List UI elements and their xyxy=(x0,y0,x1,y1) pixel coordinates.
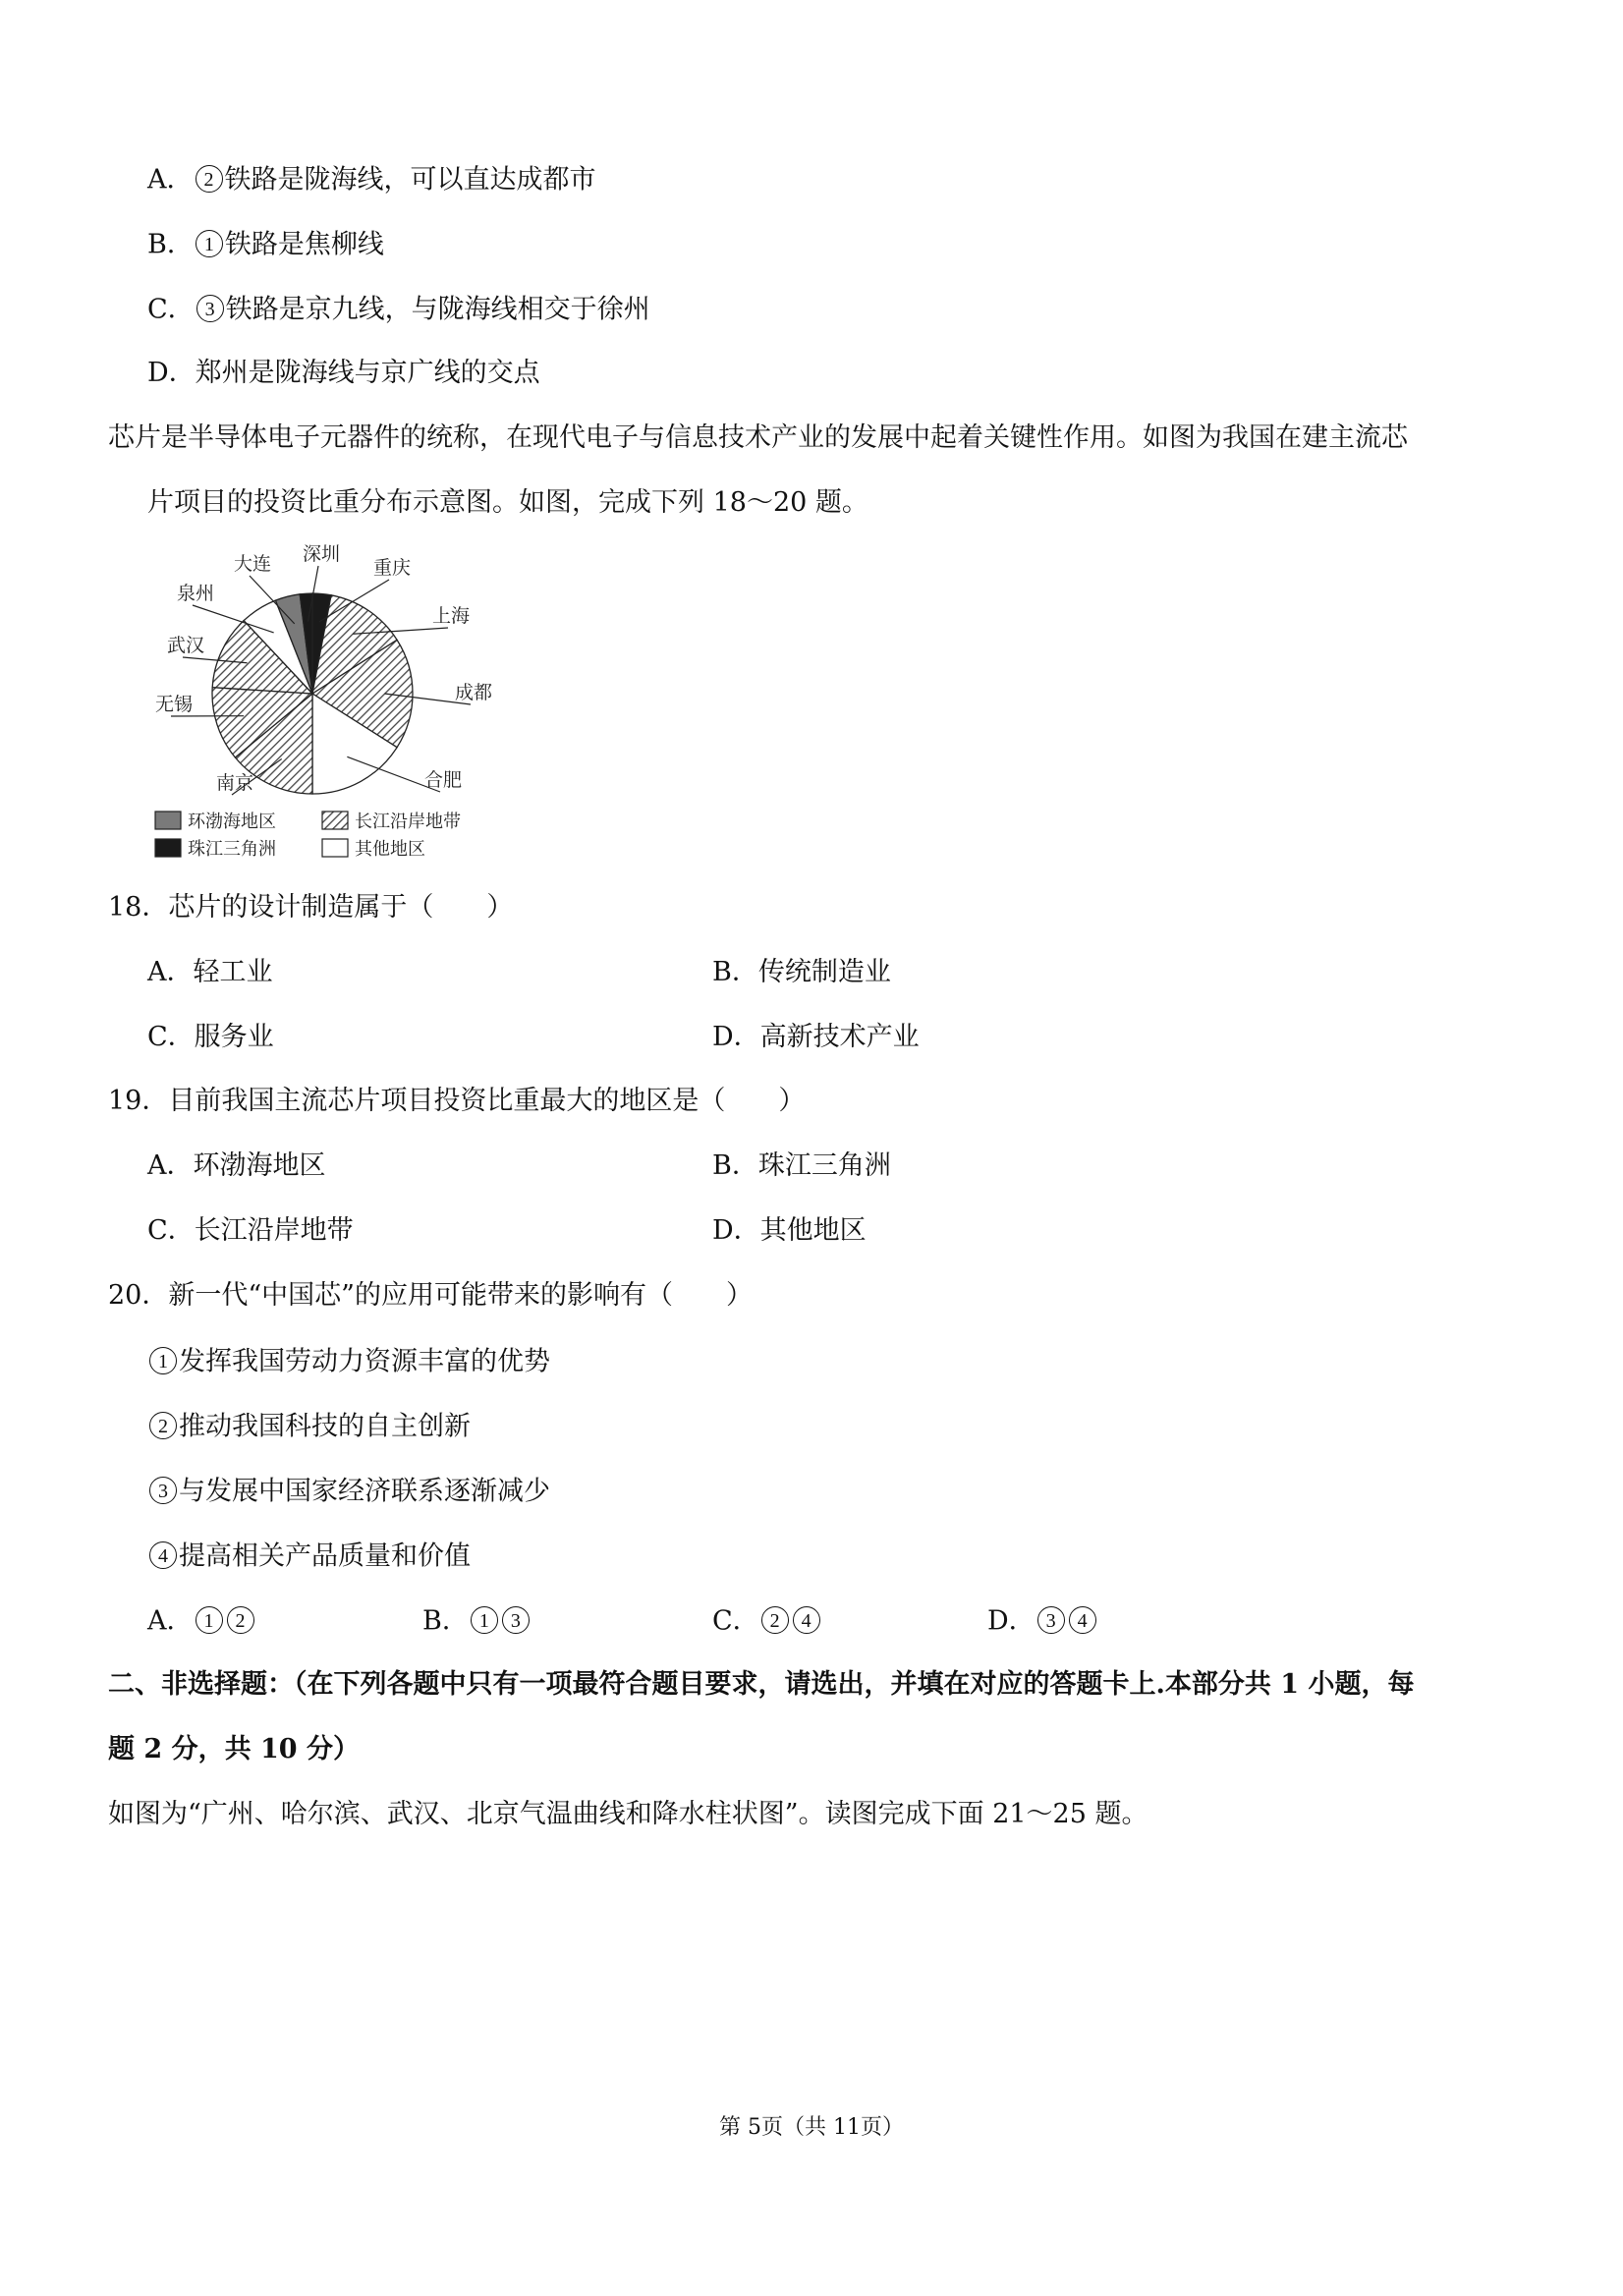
circled-number: 2 xyxy=(196,165,223,193)
option-letter: C． xyxy=(147,294,195,325)
q20-option-a xyxy=(147,1606,256,1638)
q20-option-b xyxy=(422,1606,532,1638)
legend-swatch xyxy=(322,839,348,857)
circled-number: 2 xyxy=(149,1412,177,1439)
q18-option-c: C．服务业 xyxy=(147,1022,274,1052)
option-letter: A． xyxy=(147,1605,194,1637)
slice-label: 合肥 xyxy=(424,769,463,791)
q20-option-c xyxy=(712,1606,822,1638)
q17-option-c xyxy=(147,295,650,326)
circled-number: 2 xyxy=(227,1606,254,1634)
slice-label: 重庆 xyxy=(373,557,412,579)
chip-intro-line-1: 芯片是半导体电子元器件的统称，在现代电子与信息技术产业的发展中起着关键性作用。如图为我国在建主流芯 xyxy=(108,422,1408,453)
legend-label: 环渤海地区 xyxy=(188,812,276,832)
circled-number: 3 xyxy=(1037,1606,1065,1634)
legend-swatch xyxy=(155,839,181,857)
legend-label: 珠江三角洲 xyxy=(188,839,276,860)
slice-label: 上海 xyxy=(432,605,471,627)
option-letter: A． xyxy=(147,164,194,196)
q19-option-c: C．长江沿岸地带 xyxy=(147,1215,354,1246)
q19-option-d: D．其他地区 xyxy=(712,1215,867,1246)
q19-stem: 19．目前我国主流芯片项目投资比重最大的地区是（ ） xyxy=(108,1086,806,1116)
pie-legend xyxy=(155,812,461,860)
circled-number: 4 xyxy=(793,1606,820,1634)
q17-option-d xyxy=(147,360,540,386)
slice-label: 南京 xyxy=(216,772,254,794)
circled-number: 1 xyxy=(196,230,223,257)
option-text: 铁路是焦柳线 xyxy=(224,229,384,260)
q17-option-a xyxy=(147,165,596,196)
circled-number: 1 xyxy=(471,1606,498,1634)
q18-option-b: B．传统制造业 xyxy=(712,957,891,987)
q20-item-4 xyxy=(147,1541,471,1573)
option-letter: D． xyxy=(147,358,196,388)
slice-label: 大连 xyxy=(234,553,272,575)
q20-stem: 20．新一代“中国芯”的应用可能带来的影响有（ ） xyxy=(108,1280,753,1311)
q18-option-a: A．轻工业 xyxy=(147,957,273,987)
slice-label: 成都 xyxy=(455,682,493,703)
slice-label: 泉州 xyxy=(177,583,215,604)
option-letter: C． xyxy=(712,1605,759,1637)
q19-option-a: A．环渤海地区 xyxy=(147,1150,326,1181)
circled-number: 1 xyxy=(196,1606,223,1634)
section-2-heading-line-2: 题 2 分，共 10 分） xyxy=(108,1734,360,1764)
section-2-heading-line-1: 二、非选择题：（在下列各题中只有一项最符合题目要求，请选出，并填在对应的答题卡上.本部分共 1 小题，每 xyxy=(108,1669,1415,1700)
q20-item-1 xyxy=(147,1347,550,1378)
option-text: 郑州是陇海线与京广线的交点 xyxy=(195,358,540,388)
option-letter: D． xyxy=(987,1605,1035,1637)
slice-label: 无锡 xyxy=(155,694,194,715)
circled-number: 4 xyxy=(149,1541,177,1569)
slice-label: 武汉 xyxy=(167,635,205,656)
circled-number: 1 xyxy=(149,1347,177,1374)
pie-slices xyxy=(212,593,413,794)
q18-stem: 18．芯片的设计制造属于（ ） xyxy=(108,892,514,923)
circled-number: 3 xyxy=(149,1477,177,1504)
q18-option-d: D．高新技术产业 xyxy=(712,1022,920,1052)
chip-intro-line-2: 片项目的投资比重分布示意图。如图，完成下列 18～20 题。 xyxy=(147,487,868,518)
option-text: 铁路是京九线，与陇海线相交于徐州 xyxy=(225,294,650,325)
item-text: 发挥我国劳动力资源丰富的优势 xyxy=(179,1346,550,1377)
slice-label: 深圳 xyxy=(303,543,341,565)
circled-number: 3 xyxy=(502,1606,530,1634)
option-letter: B． xyxy=(147,229,194,260)
q20-option-d xyxy=(987,1606,1098,1638)
q20-item-3 xyxy=(147,1477,550,1508)
q21-intro: 如图为“广州、哈尔滨、武汉、北京气温曲线和降水柱状图”。读图完成下面 21～25 题。 xyxy=(108,1799,1148,1829)
item-text: 提高相关产品质量和价值 xyxy=(179,1540,471,1572)
legend-label: 长江沿岸地带 xyxy=(355,812,461,832)
q19-option-b: B．珠江三角洲 xyxy=(712,1150,891,1181)
legend-label: 其他地区 xyxy=(355,839,425,860)
q17-option-b xyxy=(147,230,384,261)
circled-number: 4 xyxy=(1069,1606,1096,1634)
circled-number: 2 xyxy=(761,1606,789,1634)
option-letter: B． xyxy=(422,1605,469,1637)
q20-item-2 xyxy=(147,1412,471,1443)
item-text: 推动我国科技的自主创新 xyxy=(179,1411,471,1442)
page-footer: 第 5页（共 11页） xyxy=(719,2115,904,2140)
circled-number: 3 xyxy=(196,295,224,322)
chip-investment-pie-chart xyxy=(147,538,501,868)
legend-swatch xyxy=(322,812,348,829)
legend-swatch xyxy=(155,812,181,829)
option-text: 铁路是陇海线，可以直达成都市 xyxy=(224,164,596,196)
item-text: 与发展中国家经济联系逐渐减少 xyxy=(179,1476,550,1507)
